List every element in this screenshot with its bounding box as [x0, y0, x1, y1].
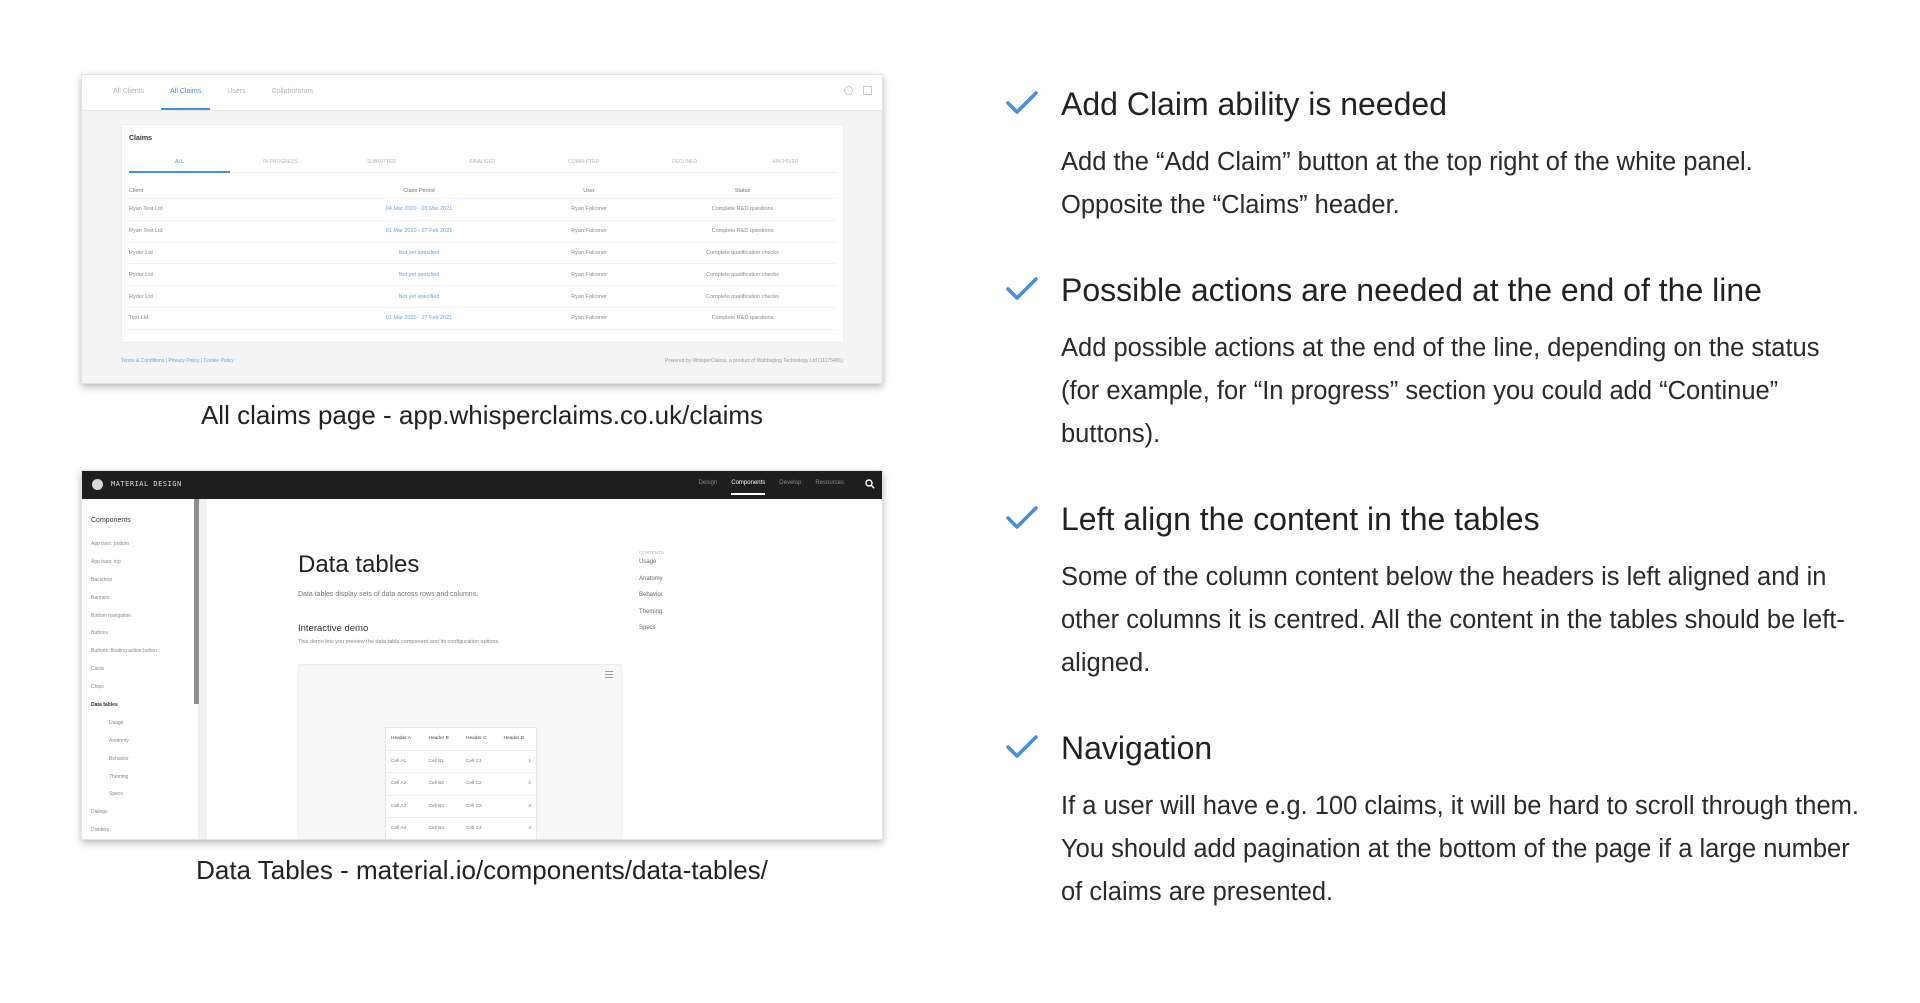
claims-table [129, 183, 836, 330]
table-cell: Ryan Falconer [571, 293, 607, 300]
claim-period-link[interactable]: 04 Mar 2020 - 03 Mar 2021 [385, 206, 453, 213]
contents-link-anatomy[interactable]: Anatomy [639, 575, 663, 582]
table-row[interactable] [129, 264, 836, 286]
sidebar-item[interactable]: Theming [109, 773, 129, 780]
search-icon[interactable] [865, 479, 875, 489]
subtab-finalised[interactable]: FINALISED [469, 159, 496, 165]
table-cell: 1 [528, 758, 532, 764]
table-cell: Cell C3 [465, 803, 482, 809]
column-header: Status [734, 187, 751, 194]
page-title: Data tables [298, 551, 420, 578]
column-header: Claim Period [403, 187, 435, 194]
nav-components[interactable]: Components [731, 480, 766, 486]
tab-users[interactable]: Users [227, 88, 246, 95]
column-header: Header D [503, 736, 525, 742]
table-cell: Complete R&D questions [711, 206, 774, 213]
column-header: Header B [428, 736, 449, 742]
table-cell: Cell B2 [428, 781, 444, 787]
sidebar-item[interactable]: Cards [91, 666, 105, 673]
sidebar-gutter [199, 499, 207, 839]
interactive-demo-area [298, 664, 622, 840]
table-cell: Ryder Ltd [129, 249, 153, 256]
table-row[interactable] [129, 308, 836, 330]
checkmark-icon [1005, 274, 1039, 304]
table-cell: 2 [528, 781, 532, 787]
checklist-item-title: Left align the content in the tables [1061, 501, 1540, 537]
sidebar-item[interactable]: Buttons [91, 630, 108, 637]
sidebar-item[interactable]: Behavior [109, 755, 129, 762]
table-cell: Ryder Ltd [129, 293, 153, 300]
checkmark-icon [1005, 88, 1039, 118]
footer-powered-by: Powered by WhisperClaims, a product of Wabbaging Technology Ltd (11175491) [664, 358, 843, 364]
table-cell: Cell C1 [465, 758, 482, 764]
table-cell: Cell B1 [428, 758, 444, 764]
material-data-tables-screenshot [81, 470, 883, 840]
table-row[interactable] [386, 796, 536, 819]
sidebar-item[interactable]: Bottom navigation [91, 612, 132, 619]
table-cell: Cell A4 [391, 826, 407, 832]
subtab-declined[interactable]: DECLINED [671, 159, 698, 165]
table-cell: Ryan Falconer [571, 206, 607, 213]
table-row[interactable] [386, 773, 536, 796]
nav-design[interactable]: Design [698, 480, 718, 486]
sidebar-item[interactable]: App bars: bottom [91, 541, 130, 547]
column-header: User [583, 187, 595, 194]
sidebar-item[interactable]: Chips [91, 684, 104, 691]
contents-link-theming[interactable]: Theming [639, 608, 663, 615]
subtab-all[interactable]: ALL [129, 155, 230, 172]
material-top-bar [82, 471, 882, 499]
checklist-item-body: Add possible actions at the end of the line, depending on the status (for example, for “In progress” section you could add “Continue” buttons). [1061, 334, 1820, 448]
checklist-item-title: Navigation [1061, 730, 1213, 766]
table-cell: Complete qualification checks [706, 293, 779, 300]
section-title: Interactive demo [298, 623, 369, 634]
table-row[interactable] [129, 221, 836, 243]
material-logo-icon[interactable] [92, 479, 103, 490]
settings-icon[interactable] [844, 86, 853, 95]
sidebar-item[interactable]: App bars: top [91, 558, 121, 565]
grid-icon[interactable] [863, 86, 872, 95]
table-cell: Complete qualification checks [706, 271, 779, 278]
sidebar-item[interactable]: Usage [109, 719, 124, 726]
claim-period-link[interactable]: 01 Mar 2020 - 27 Feb 2021 [385, 228, 453, 235]
table-cell: Ryder Ltd [129, 271, 153, 278]
material-screenshot-caption: Data Tables - material.io/components/data-tables/ [196, 855, 768, 885]
page-description: Data tables display sets of data across rows and columns. [298, 591, 479, 598]
checklist-item-body: Some of the column content below the headers is left aligned and in other columns it is centred. All the content in the tables should be left-aligned. [1061, 563, 1845, 677]
table-row[interactable] [386, 751, 536, 774]
table-cell: Ryan Falconer [571, 315, 607, 322]
sidebar-item[interactable]: Dialogs [91, 809, 108, 816]
tab-all-clients[interactable]: All Clients [113, 88, 145, 95]
claim-period-link[interactable]: Not yet specified [398, 271, 440, 278]
table-cell: Ryan Falconer [571, 249, 607, 256]
checkmark-icon [1005, 732, 1039, 762]
claims-top-nav [82, 75, 882, 111]
subtab-archived[interactable]: ARCHIVED [772, 159, 799, 165]
table-cell: Cell A3 [391, 803, 407, 809]
contents-label: CONTENTS [639, 550, 664, 555]
tab-collaborators[interactable]: Collaborators [271, 88, 314, 95]
claims-status-tabs [129, 155, 836, 173]
table-cell: Ryan Test Ltd [129, 206, 163, 213]
checklist-item-title: Add Claim ability is needed [1061, 86, 1447, 122]
sidebar-title: Components [91, 517, 131, 524]
table-cell: Cell A1 [391, 758, 407, 764]
contents-link-behavior[interactable]: Behavior [639, 592, 663, 598]
claims-screenshot-caption: All claims page - app.whisperclaims.co.uk/claims [200, 400, 764, 430]
table-cell: 3 [528, 803, 532, 809]
sidebar-item[interactable]: Banners [91, 594, 110, 601]
nav-develop[interactable]: Develop [779, 480, 802, 486]
checklist-item-body: Add the “Add Claim” button at the top right of the white panel. Opposite the “Claims” header. [1061, 148, 1753, 219]
column-header: Header C [466, 736, 487, 742]
sidebar-item[interactable]: Anatomy [109, 737, 129, 744]
footer-links[interactable]: Terms & Conditions | Privacy Policy | Cookie Policy [121, 358, 234, 364]
table-cell: Complete R&D questions [711, 228, 774, 235]
claims-page-screenshot [81, 74, 883, 384]
demo-data-table [385, 727, 537, 840]
column-header: Client [129, 187, 144, 194]
column-header: Header A [391, 736, 412, 742]
table-cell: Ryan Test Ltd [129, 228, 163, 235]
table-cell: Cell B4 [428, 826, 444, 832]
subtab-submitted[interactable]: SUBMITTED [367, 159, 396, 165]
table-cell: Test Ltd [129, 315, 149, 322]
tab-all-claims[interactable]: All Claims [157, 88, 214, 110]
section-description: This demo lets you preview the data table component and its configuration options. [298, 639, 500, 645]
table-header-row [129, 183, 836, 199]
table-cell: Cell B3 [428, 803, 444, 809]
table-header-row [386, 728, 536, 751]
table-cell: Complete R&D questions [711, 315, 774, 322]
claim-period-link[interactable]: 01 Mar 2020 - 27 Feb 2021 [385, 315, 453, 322]
sidebar-list [91, 536, 157, 840]
checkmark-icon [1005, 503, 1039, 533]
page-contents [639, 550, 664, 642]
table-cell: Complete qualification checks [706, 249, 779, 256]
components-sidebar [82, 499, 199, 839]
checklist-item-body: If a user will have e.g. 100 claims, it will be hard to scroll through them. You should add pagination at the bottom of the page if a large number of claims are presented. [1061, 792, 1859, 906]
sidebar-item[interactable]: Specs [109, 791, 123, 798]
subtab-in-progress[interactable]: IN PROGRESS [263, 159, 298, 165]
claim-period-link[interactable]: Not yet specified [398, 249, 440, 256]
contents-link-specs[interactable]: Specs [639, 625, 656, 631]
nav-resources[interactable]: Resources [815, 480, 844, 486]
menu-icon[interactable] [605, 671, 613, 678]
claim-period-link[interactable]: Not yet specified [398, 293, 440, 300]
table-cell: Cell A2 [391, 781, 407, 787]
table-row[interactable] [129, 199, 836, 221]
table-cell: Cell C4 [465, 826, 482, 832]
table-cell: Ryan Falconer [571, 271, 607, 278]
table-cell: Cell C2 [465, 781, 482, 787]
sidebar-item[interactable]: Backdrop [91, 576, 113, 583]
table-cell: 4 [528, 826, 532, 832]
sidebar-item[interactable]: Dividers [91, 827, 110, 834]
table-cell: Ryan Falconer [571, 228, 607, 235]
material-brand[interactable]: MATERIAL DESIGN [111, 480, 182, 488]
contents-link-usage[interactable]: Usage [639, 559, 657, 565]
material-nav [699, 480, 844, 486]
top-icons [844, 86, 872, 95]
checklist-item-title: Possible actions are needed at the end of the line [1061, 272, 1762, 308]
table-row[interactable] [129, 243, 836, 265]
claims-panel-title: Claims [129, 135, 152, 142]
subtab-completed[interactable]: COMPLETED [567, 159, 600, 165]
table-row[interactable] [129, 286, 836, 308]
sidebar-item[interactable]: Data tables [91, 702, 118, 709]
claims-panel [121, 124, 844, 343]
table-row[interactable] [386, 818, 536, 840]
sidebar-item[interactable]: Buttons: floating action button [91, 648, 157, 655]
